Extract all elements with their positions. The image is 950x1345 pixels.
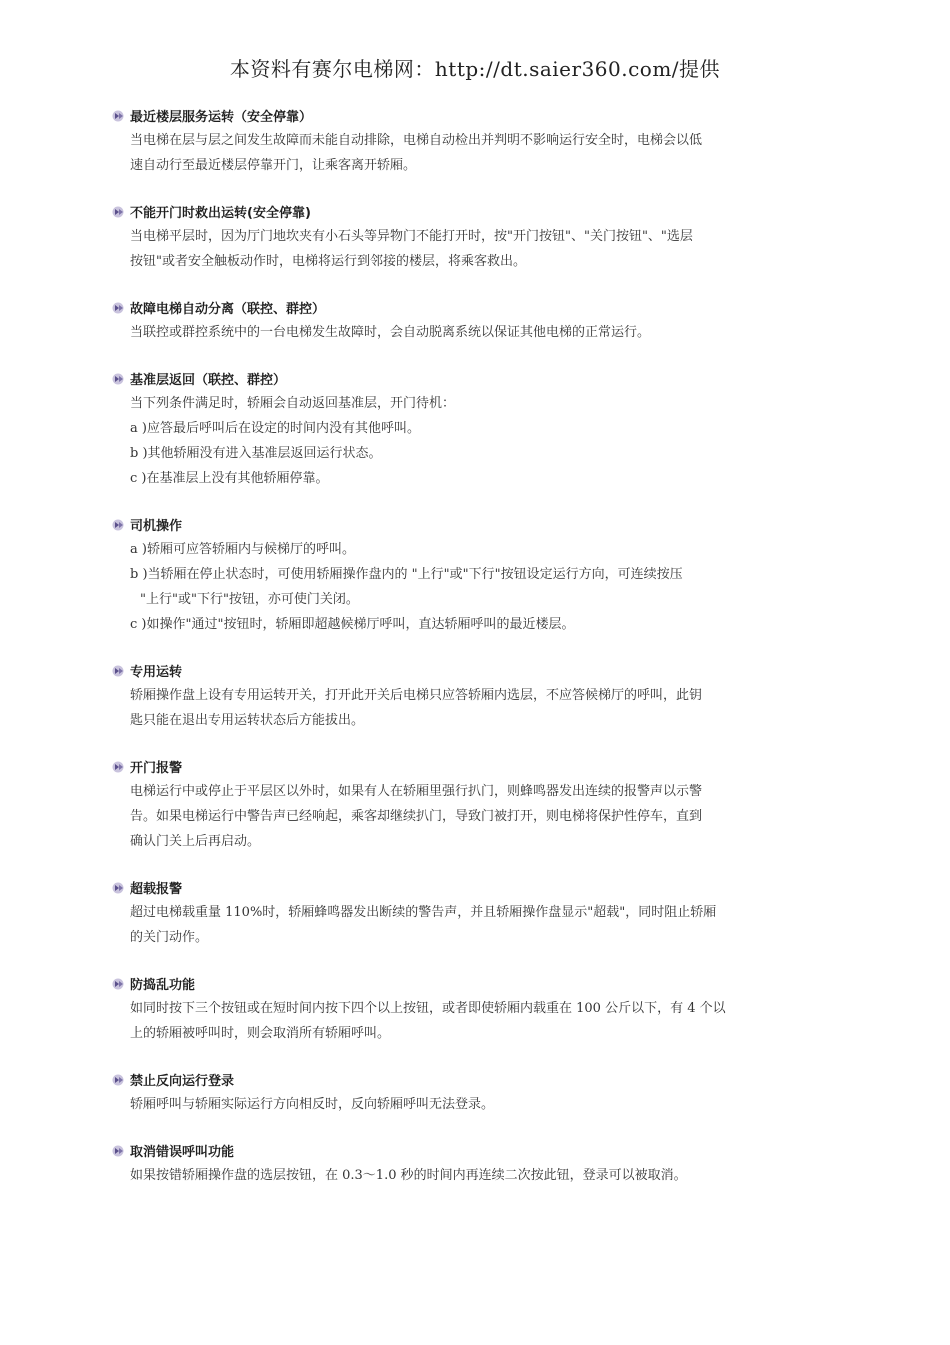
feature-section <box>112 658 792 733</box>
section-text-line: 电梯运行中或停止于平层区以外时，如果有人在轿厢里强行扒门，则蜂鸣器发出连续的报警声以示警 <box>130 784 703 799</box>
page-header: 本资料有赛尔电梯网：http://dt.saier360.com/提供 <box>229 57 721 81</box>
section-title: 超载报警 <box>130 882 183 897</box>
arrow-bullet-icon <box>112 518 126 532</box>
section-title: 最近楼层服务运转（安全停靠） <box>130 110 313 125</box>
arrow-bullet-icon <box>112 109 126 123</box>
section-heading <box>112 1067 792 1092</box>
section-text-line: 如果按错轿厢操作盘的选层按钮，在 0.3～1.0 秒的时间内再连续二次按此钮，登录可以被取消。 <box>130 1168 687 1183</box>
feature-section <box>112 875 792 950</box>
section-heading <box>112 295 792 320</box>
section-text-line: c )如操作"通过"按钮时，轿厢即超越候梯厅呼叫，直达轿厢呼叫的最近楼层。 <box>130 617 575 632</box>
section-text-line: 轿厢操作盘上设有专用运转开关，打开此开关后电梯只应答轿厢内选层，不应答候梯厅的呼叫，此钥 <box>130 688 703 703</box>
section-heading <box>112 199 792 224</box>
section-text-line: 的关门动作。 <box>130 930 209 945</box>
arrow-bullet-icon <box>112 1144 126 1158</box>
section-text-line: 当下列条件满足时，轿厢会自动返回基准层，开门待机： <box>130 396 456 411</box>
feature-section <box>112 512 792 637</box>
arrow-bullet-icon <box>112 760 126 774</box>
section-title: 司机操作 <box>130 519 183 534</box>
section-text-line: a )应答最后呼叫后在设定的时间内没有其他呼叫。 <box>130 421 420 436</box>
feature-section <box>112 971 792 1046</box>
section-heading <box>112 512 792 537</box>
arrow-bullet-icon <box>112 664 126 678</box>
section-text-line: 当联控或群控系统中的一台电梯发生故障时，会自动脱离系统以保证其他电梯的正常运行。 <box>130 325 651 340</box>
arrow-bullet-icon <box>112 977 126 991</box>
section-text-line: 当电梯在层与层之间发生故障而未能自动排除，电梯自动检出并判明不影响运行安全时，电梯会以低 <box>130 133 703 148</box>
feature-section <box>112 295 792 345</box>
arrow-bullet-icon <box>112 301 126 315</box>
section-text-line: 如同时按下三个按钮或在短时间内按下四个以上按钮，或者即使轿厢内载重在 100 公斤以下，有 4 个以 <box>130 1001 726 1016</box>
section-text-line: b )当轿厢在停止状态时，可使用轿厢操作盘内的 "上行"或"下行"按钮设定运行方向，可连续按压 <box>130 567 683 582</box>
section-title: 取消错误呼叫功能 <box>130 1145 235 1160</box>
section-title: 开门报警 <box>130 761 183 776</box>
section-text-line: 确认门关上后再启动。 <box>130 834 261 849</box>
feature-section <box>112 1067 792 1117</box>
arrow-bullet-icon <box>112 205 126 219</box>
section-heading <box>112 1138 792 1163</box>
section-text-line: a )轿厢可应答轿厢内与候梯厅的呼叫。 <box>130 542 355 557</box>
section-text-line: 轿厢呼叫与轿厢实际运行方向相反时，反向轿厢呼叫无法登录。 <box>130 1097 495 1112</box>
section-text-line: 速自动行至最近楼层停靠开门，让乘客离开轿厢。 <box>130 158 417 173</box>
section-text-line: 上的轿厢被呼叫时，则会取消所有轿厢呼叫。 <box>130 1026 391 1041</box>
feature-section <box>112 1138 792 1188</box>
section-text-line: 匙只能在退出专用运转状态后方能拔出。 <box>130 713 365 728</box>
feature-section <box>112 103 792 178</box>
arrow-bullet-icon <box>112 881 126 895</box>
section-heading <box>112 658 792 683</box>
section-title: 专用运转 <box>130 665 183 680</box>
section-title: 防捣乱功能 <box>130 978 196 993</box>
section-heading <box>112 971 792 996</box>
section-text-line: b )其他轿厢没有进入基准层返回运行状态。 <box>130 446 382 461</box>
section-text-line: 当电梯平层时，因为厅门地坎夹有小石头等异物门不能打开时，按"开门按钮"、"关门按钮"、"选层 <box>130 229 693 244</box>
feature-section <box>112 366 792 491</box>
feature-section <box>112 754 792 854</box>
section-title: 基准层返回（联控、群控） <box>130 373 287 388</box>
section-text-line: "上行"或"下行"按钮，亦可使门关闭。 <box>140 592 359 607</box>
document-body <box>112 103 792 1209</box>
section-text-line: c )在基准层上没有其他轿厢停靠。 <box>130 471 329 486</box>
arrow-bullet-icon <box>112 372 126 386</box>
section-text-line: 按钮"或者安全触板动作时，电梯将运行到邻接的楼层，将乘客救出。 <box>130 254 526 269</box>
feature-section <box>112 199 792 274</box>
section-title: 禁止反向运行登录 <box>130 1074 235 1089</box>
section-heading <box>112 875 792 900</box>
section-heading <box>112 103 792 128</box>
section-title: 不能开门时救出运转(安全停靠) <box>130 206 311 221</box>
arrow-bullet-icon <box>112 1073 126 1087</box>
section-heading <box>112 366 792 391</box>
section-text-line: 告。如果电梯运行中警告声已经响起，乘客却继续扒门，导致门被打开，则电梯将保护性停车，直到 <box>130 809 703 824</box>
section-text-line: 超过电梯载重量 110%时，轿厢蜂鸣器发出断续的警告声，并且轿厢操作盘显示"超载"，同时阻止轿厢 <box>130 905 717 920</box>
section-title: 故障电梯自动分离（联控、群控） <box>130 302 326 317</box>
section-heading <box>112 754 792 779</box>
